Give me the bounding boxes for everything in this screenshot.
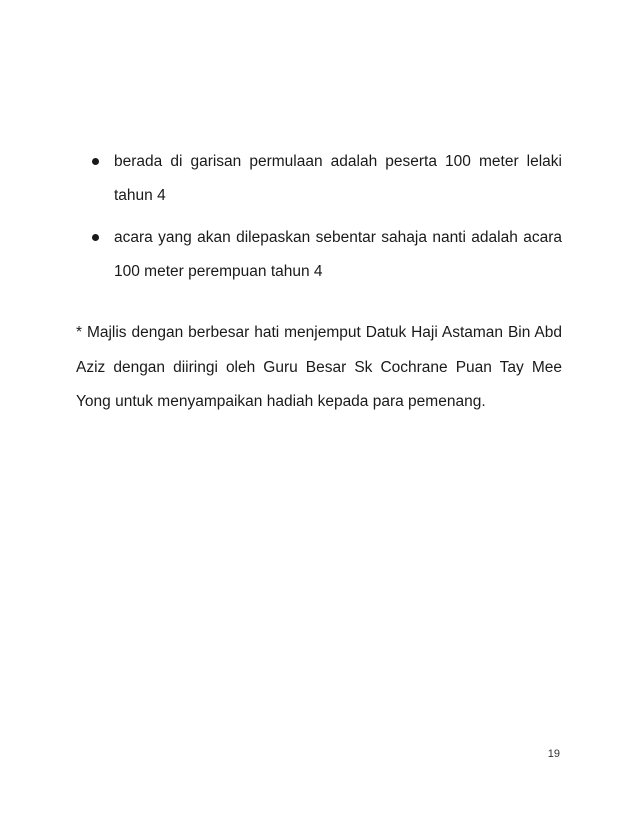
bullet-icon [92,234,99,241]
bullet-icon [92,158,99,165]
bullet-item [92,221,562,289]
bullet-list [92,145,562,297]
body-paragraph: * Majlis dengan berbesar hati menjemput Datuk Haji Astaman Bin Abd Aziz dengan diiringi oleh Guru Besar Sk Cochrane Puan Tay Mee Yong untuk menyampaikan hadiah kepada para pemenang. [76,324,562,410]
page-number: 19 [547,748,560,760]
bullet-text: berada di garisan permulaan adalah peserta 100 meter lelaki tahun 4 [114,153,562,204]
bullet-text: acara yang akan dilepaskan sebentar sahaja nanti adalah acara 100 meter perempuan tahun 4 [114,229,562,280]
bullet-item [92,145,562,213]
